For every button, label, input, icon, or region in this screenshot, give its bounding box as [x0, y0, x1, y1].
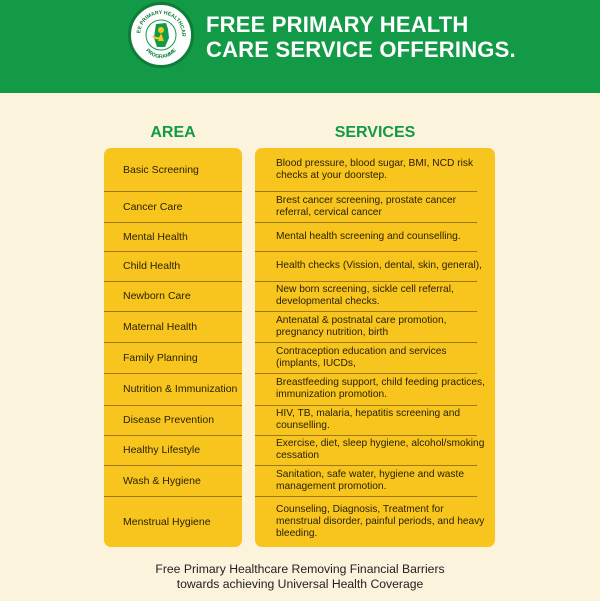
services-text: Contraception education and services (implants, IUCDs, — [276, 345, 447, 369]
services-text: Antenatal & postnatal care promotion, pregnancy nutrition, birth — [276, 314, 447, 338]
footer-line-2: towards achieving Universal Health Coverage — [176, 577, 424, 591]
column-header-area: AREA — [150, 124, 196, 141]
area-row — [104, 311, 242, 342]
page-title — [206, 12, 596, 62]
footer-tagline — [0, 562, 600, 592]
services-text: New born screening, sickle cell referral, developmental checks. — [276, 284, 454, 307]
column-header-services: SERVICES — [334, 124, 416, 141]
title-line-1: FREE PRIMARY HEALTH — [206, 12, 469, 37]
services-text: Sanitation, safe water, hygiene and waste management promotion. — [276, 468, 465, 492]
services-row — [255, 281, 495, 311]
area-row — [104, 465, 242, 496]
area-row — [104, 342, 242, 373]
services-row — [255, 405, 495, 435]
ghana-map-icon — [131, 5, 191, 65]
services-text: HIV, TB, malaria, hepatitis screening and counselling. — [276, 408, 461, 431]
area-row — [104, 373, 242, 405]
services-row — [255, 342, 495, 373]
area-label: Healthy Lifestyle — [123, 444, 201, 456]
services-text: Blood pressure, blood sugar, BMI, NCD risk checks at your doorstep. — [276, 157, 474, 181]
area-label: Menstrual Hygiene — [123, 515, 211, 528]
services-row — [255, 496, 495, 547]
area-row — [104, 222, 242, 251]
area-label: Child Health — [123, 260, 181, 272]
area-label: Disease Prevention — [123, 414, 215, 426]
services-row — [255, 191, 495, 222]
svg-text:PROGRAMME: PROGRAMME — [144, 47, 178, 61]
services-text: Mental health screening and counselling. — [276, 230, 461, 242]
services-text: Exercise, diet, sleep hygiene, alcohol/smoking cessation — [276, 438, 485, 461]
services-row — [255, 251, 495, 281]
area-label: Cancer Care — [123, 200, 183, 213]
area-label: Nutrition & Immunization — [123, 383, 238, 395]
title-line-2: CARE SERVICE OFFERINGS. — [206, 37, 516, 62]
area-label: Mental Health — [123, 230, 188, 243]
area-row — [104, 405, 242, 435]
services-row — [255, 222, 495, 251]
services-row — [255, 311, 495, 342]
area-label: Family Planning — [123, 351, 198, 364]
services-row — [255, 373, 495, 405]
services-text: Health checks (Vission, dental, skin, general), — [276, 260, 482, 271]
area-label: Newborn Care — [123, 290, 191, 302]
area-row — [104, 435, 242, 465]
header-banner — [0, 0, 600, 93]
area-row — [104, 148, 242, 191]
services-row — [255, 435, 495, 465]
area-panel — [104, 148, 242, 547]
logo-text: EE PRIMARY HEALTHCAR — [136, 9, 187, 37]
services-text: Brest cancer screening, prostate cancer referral, cervical cancer — [276, 194, 457, 218]
area-row — [104, 281, 242, 311]
area-label: Wash & Hygiene — [123, 474, 201, 487]
footer-line-1: Free Primary Healthcare Removing Financial Barriers — [155, 562, 445, 576]
area-row — [104, 191, 242, 222]
programme-logo — [128, 2, 194, 68]
services-text: Breastfeeding support, child feeding practices, immunization promotion. — [276, 377, 485, 400]
services-text: Counseling, Diagnosis, Treatment for menstrual disorder, painful periods, and heavy bleeding. — [276, 503, 485, 539]
area-row — [104, 251, 242, 281]
services-row — [255, 148, 495, 191]
area-label: Basic Screening — [123, 163, 199, 176]
services-row — [255, 465, 495, 496]
area-row — [104, 496, 242, 547]
services-panel — [255, 148, 495, 547]
area-label: Maternal Health — [123, 320, 198, 333]
